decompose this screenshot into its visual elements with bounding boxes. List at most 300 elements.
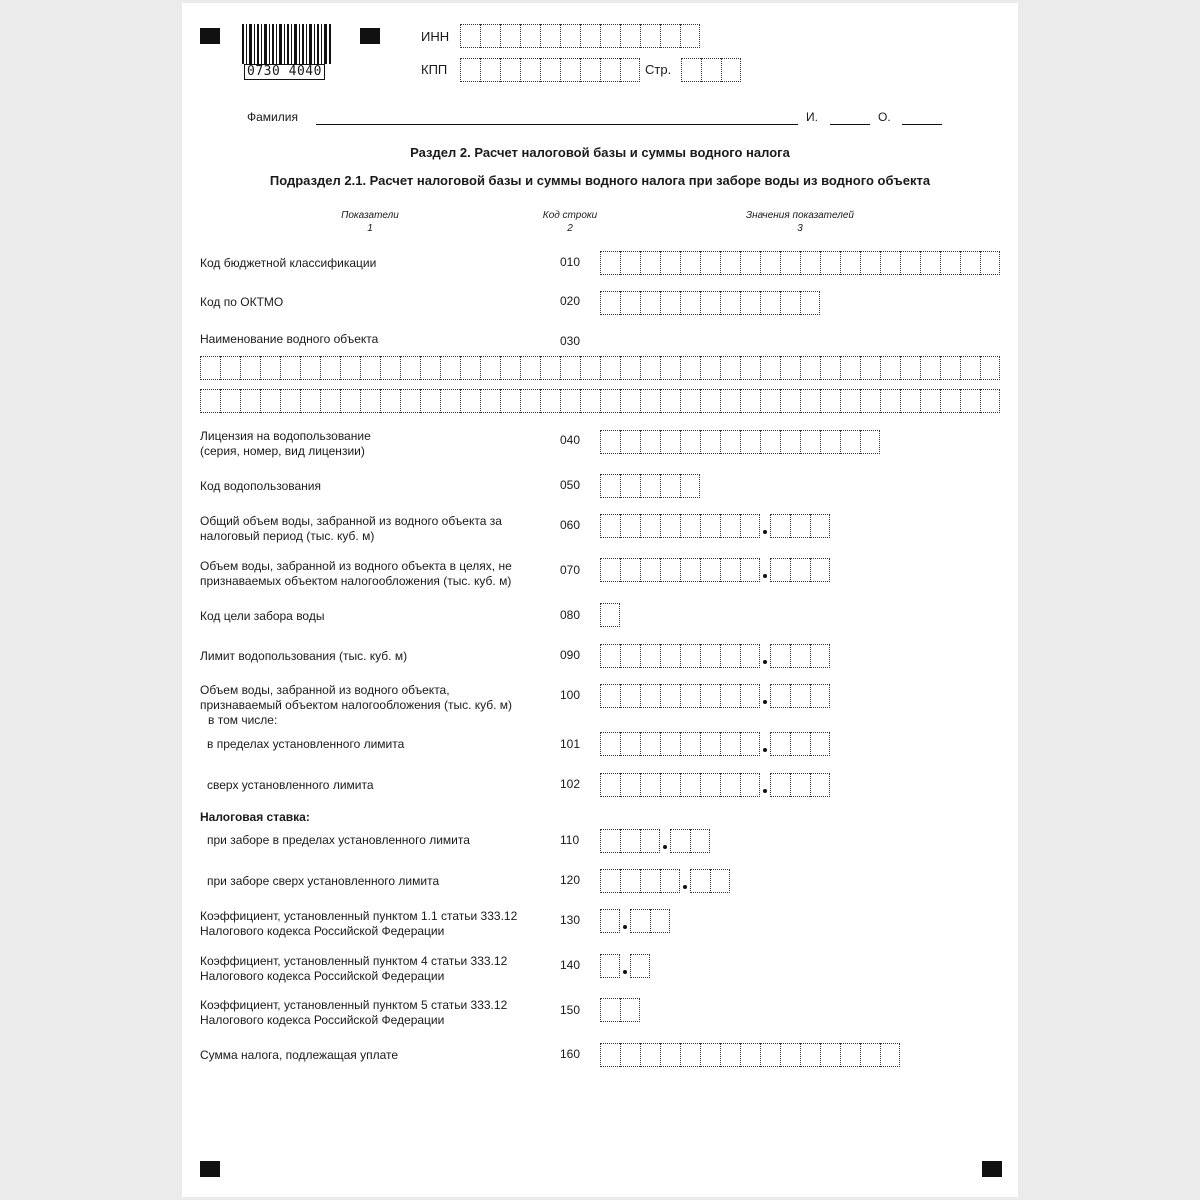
input-cell[interactable]: [600, 603, 620, 627]
input-cell[interactable]: [600, 909, 620, 933]
input-cell[interactable]: [400, 356, 420, 380]
input-cell[interactable]: [980, 251, 1000, 275]
input-cell[interactable]: [560, 389, 580, 413]
input-cell[interactable]: [600, 514, 620, 538]
input-cell[interactable]: [560, 24, 580, 48]
input-cell[interactable]: [260, 356, 280, 380]
input-cell[interactable]: [840, 389, 860, 413]
input-cell[interactable]: [460, 24, 480, 48]
input-cell[interactable]: [980, 356, 1000, 380]
input-cell[interactable]: [960, 251, 980, 275]
input-cell[interactable]: [680, 291, 700, 315]
input-cell[interactable]: [900, 356, 920, 380]
input-cell[interactable]: [400, 389, 420, 413]
input-cell[interactable]: [700, 251, 720, 275]
input-cell[interactable]: [520, 356, 540, 380]
input-cell[interactable]: [740, 1043, 760, 1067]
input-cell[interactable]: [600, 291, 620, 315]
input-cell[interactable]: [240, 356, 260, 380]
input-cell[interactable]: [640, 474, 660, 498]
input-cell[interactable]: [630, 909, 650, 933]
input-cell[interactable]: [740, 430, 760, 454]
input-cell[interactable]: [580, 356, 600, 380]
input-cell[interactable]: [760, 430, 780, 454]
input-cell[interactable]: [780, 389, 800, 413]
input-cell[interactable]: [760, 251, 780, 275]
input-cell[interactable]: [640, 829, 660, 853]
input-cell[interactable]: [920, 251, 940, 275]
input-cell[interactable]: [840, 251, 860, 275]
input-cell[interactable]: [900, 251, 920, 275]
input-cell[interactable]: [660, 732, 680, 756]
input-cell[interactable]: [640, 644, 660, 668]
row-101-field[interactable]: [600, 732, 830, 756]
input-cell[interactable]: [860, 430, 880, 454]
input-cell[interactable]: [700, 356, 720, 380]
row-150-field[interactable]: [600, 998, 640, 1022]
input-cell[interactable]: [680, 24, 700, 48]
registration-marker: [200, 28, 220, 44]
input-cell[interactable]: [790, 773, 810, 797]
input-cell[interactable]: [540, 356, 560, 380]
input-cell[interactable]: [640, 430, 660, 454]
input-cell[interactable]: [600, 1043, 620, 1067]
input-cell[interactable]: [540, 24, 560, 48]
row-120-field[interactable]: [600, 869, 730, 893]
input-cell[interactable]: [820, 1043, 840, 1067]
input-cell[interactable]: [860, 356, 880, 380]
input-cell[interactable]: [480, 389, 500, 413]
input-cell[interactable]: [620, 291, 640, 315]
input-cell[interactable]: [480, 356, 500, 380]
input-cell[interactable]: [800, 1043, 820, 1067]
input-cell[interactable]: [800, 251, 820, 275]
initial-o-field[interactable]: [902, 124, 942, 125]
input-cell[interactable]: [770, 514, 790, 538]
input-cell[interactable]: [620, 356, 640, 380]
input-cell[interactable]: [800, 430, 820, 454]
row-050-field[interactable]: [600, 474, 700, 498]
input-cell[interactable]: [660, 644, 680, 668]
input-cell[interactable]: [780, 356, 800, 380]
input-cell[interactable]: [300, 389, 320, 413]
input-cell[interactable]: [790, 558, 810, 582]
input-cell[interactable]: [200, 389, 220, 413]
input-cell[interactable]: [770, 644, 790, 668]
input-cell[interactable]: [640, 356, 660, 380]
input-cell[interactable]: [580, 24, 600, 48]
input-cell[interactable]: [880, 389, 900, 413]
input-cell[interactable]: [820, 389, 840, 413]
input-cell[interactable]: [420, 389, 440, 413]
input-cell[interactable]: [700, 514, 720, 538]
input-cell[interactable]: [920, 389, 940, 413]
input-cell[interactable]: [620, 514, 640, 538]
input-cell[interactable]: [700, 558, 720, 582]
input-cell[interactable]: [660, 474, 680, 498]
page-label: Стр.: [645, 62, 672, 77]
input-cell[interactable]: [700, 684, 720, 708]
input-cell[interactable]: [880, 356, 900, 380]
input-cell[interactable]: [340, 356, 360, 380]
input-cell[interactable]: [900, 389, 920, 413]
input-cell[interactable]: [810, 773, 830, 797]
input-cell[interactable]: [280, 389, 300, 413]
input-cell[interactable]: [480, 58, 500, 82]
row-070-field[interactable]: [600, 558, 830, 582]
page-number-field[interactable]: [681, 58, 741, 82]
input-cell[interactable]: [640, 732, 660, 756]
input-cell[interactable]: [740, 356, 760, 380]
input-cell[interactable]: [600, 474, 620, 498]
input-cell[interactable]: [360, 389, 380, 413]
decimal-point: [660, 829, 670, 853]
input-cell[interactable]: [810, 514, 830, 538]
input-cell[interactable]: [720, 514, 740, 538]
input-cell[interactable]: [500, 24, 520, 48]
input-cell[interactable]: [800, 356, 820, 380]
input-cell[interactable]: [760, 291, 780, 315]
input-cell[interactable]: [600, 829, 620, 853]
row-040-field[interactable]: [600, 430, 880, 454]
input-cell[interactable]: [790, 514, 810, 538]
row-140-field[interactable]: [600, 954, 650, 978]
input-cell[interactable]: [520, 24, 540, 48]
input-cell[interactable]: [860, 389, 880, 413]
input-cell[interactable]: [380, 356, 400, 380]
input-cell[interactable]: [660, 1043, 680, 1067]
input-cell[interactable]: [620, 1043, 640, 1067]
input-cell[interactable]: [620, 869, 640, 893]
input-cell[interactable]: [770, 684, 790, 708]
input-cell[interactable]: [790, 644, 810, 668]
input-cell[interactable]: [740, 291, 760, 315]
input-cell[interactable]: [630, 954, 650, 978]
input-cell[interactable]: [600, 24, 620, 48]
input-cell[interactable]: [720, 684, 740, 708]
input-cell[interactable]: [620, 998, 640, 1022]
input-cell[interactable]: [680, 514, 700, 538]
input-cell[interactable]: [600, 389, 620, 413]
input-cell[interactable]: [660, 291, 680, 315]
input-cell[interactable]: [680, 644, 700, 668]
input-cell[interactable]: [560, 356, 580, 380]
input-cell[interactable]: [460, 389, 480, 413]
input-cell[interactable]: [620, 24, 640, 48]
row-050-code: 050: [560, 478, 581, 492]
input-cell[interactable]: [720, 558, 740, 582]
input-cell[interactable]: [740, 773, 760, 797]
input-cell[interactable]: [240, 389, 260, 413]
input-cell[interactable]: [600, 430, 620, 454]
input-cell[interactable]: [640, 869, 660, 893]
input-cell[interactable]: [660, 24, 680, 48]
input-cell[interactable]: [700, 1043, 720, 1067]
input-cell[interactable]: [960, 389, 980, 413]
input-cell[interactable]: [600, 684, 620, 708]
input-cell[interactable]: [960, 356, 980, 380]
input-cell[interactable]: [460, 58, 480, 82]
input-cell[interactable]: [680, 474, 700, 498]
input-cell[interactable]: [840, 430, 860, 454]
input-cell[interactable]: [420, 356, 440, 380]
input-cell[interactable]: [940, 251, 960, 275]
initial-i-field[interactable]: [830, 124, 870, 125]
input-cell[interactable]: [810, 644, 830, 668]
input-cell[interactable]: [360, 356, 380, 380]
input-cell[interactable]: [720, 291, 740, 315]
input-cell[interactable]: [620, 644, 640, 668]
input-cell[interactable]: [600, 732, 620, 756]
input-cell[interactable]: [740, 644, 760, 668]
input-cell[interactable]: [690, 829, 710, 853]
input-cell[interactable]: [500, 389, 520, 413]
input-cell[interactable]: [800, 389, 820, 413]
input-cell[interactable]: [840, 356, 860, 380]
input-cell[interactable]: [620, 58, 640, 82]
input-cell[interactable]: [680, 1043, 700, 1067]
input-cell[interactable]: [640, 773, 660, 797]
input-cell[interactable]: [740, 514, 760, 538]
input-cell[interactable]: [720, 356, 740, 380]
row-010-field[interactable]: [600, 251, 1000, 275]
kpp-field[interactable]: [460, 58, 640, 82]
row-020-field[interactable]: [600, 291, 820, 315]
input-cell[interactable]: [681, 58, 701, 82]
input-cell[interactable]: [660, 251, 680, 275]
input-cell[interactable]: [260, 389, 280, 413]
input-cell[interactable]: [340, 389, 360, 413]
input-cell[interactable]: [690, 869, 710, 893]
input-cell[interactable]: [620, 773, 640, 797]
input-cell[interactable]: [460, 356, 480, 380]
input-cell[interactable]: [680, 558, 700, 582]
input-cell[interactable]: [740, 732, 760, 756]
input-cell[interactable]: [790, 732, 810, 756]
input-cell[interactable]: [440, 356, 460, 380]
input-cell[interactable]: [640, 1043, 660, 1067]
surname-label: Фамилия: [247, 110, 298, 124]
input-cell[interactable]: [780, 430, 800, 454]
input-cell[interactable]: [810, 732, 830, 756]
input-cell[interactable]: [720, 773, 740, 797]
input-cell[interactable]: [660, 430, 680, 454]
input-cell[interactable]: [660, 514, 680, 538]
input-cell[interactable]: [820, 430, 840, 454]
input-cell[interactable]: [680, 684, 700, 708]
input-cell[interactable]: [620, 430, 640, 454]
input-cell[interactable]: [820, 251, 840, 275]
row-060-label: Общий объем воды, забранной из водного объекта за налоговый период (тыс. куб. м): [200, 514, 502, 543]
row-102-label: сверх установленного лимита: [207, 778, 374, 792]
input-cell[interactable]: [620, 684, 640, 708]
row-090-field[interactable]: [600, 644, 830, 668]
input-cell[interactable]: [700, 773, 720, 797]
input-cell[interactable]: [600, 644, 620, 668]
input-cell[interactable]: [620, 829, 640, 853]
input-cell[interactable]: [640, 291, 660, 315]
input-cell[interactable]: [701, 58, 721, 82]
input-cell[interactable]: [600, 869, 620, 893]
input-cell[interactable]: [600, 773, 620, 797]
input-cell[interactable]: [720, 430, 740, 454]
input-cell[interactable]: [220, 389, 240, 413]
input-cell[interactable]: [860, 251, 880, 275]
input-cell[interactable]: [620, 251, 640, 275]
input-cell[interactable]: [500, 58, 520, 82]
row-110-field[interactable]: [600, 829, 710, 853]
input-cell[interactable]: [580, 389, 600, 413]
input-cell[interactable]: [600, 998, 620, 1022]
input-cell[interactable]: [540, 58, 560, 82]
decimal-point: [760, 558, 770, 582]
input-cell[interactable]: [500, 356, 520, 380]
input-cell[interactable]: [620, 732, 640, 756]
input-cell[interactable]: [740, 389, 760, 413]
input-cell[interactable]: [810, 684, 830, 708]
row-030-field-line-1[interactable]: [200, 356, 1000, 380]
input-cell[interactable]: [780, 251, 800, 275]
input-cell[interactable]: [790, 684, 810, 708]
row-160-field[interactable]: [600, 1043, 900, 1067]
input-cell[interactable]: [770, 558, 790, 582]
input-cell[interactable]: [520, 58, 540, 82]
input-cell[interactable]: [440, 389, 460, 413]
input-cell[interactable]: [700, 389, 720, 413]
input-cell[interactable]: [760, 389, 780, 413]
input-cell[interactable]: [220, 356, 240, 380]
input-cell[interactable]: [620, 474, 640, 498]
input-cell[interactable]: [680, 430, 700, 454]
row-080-field[interactable]: [600, 603, 620, 627]
input-cell[interactable]: [770, 732, 790, 756]
input-cell[interactable]: [680, 773, 700, 797]
row-060-field[interactable]: [600, 514, 830, 538]
row-030-field-line-2[interactable]: [200, 389, 1000, 413]
input-cell[interactable]: [600, 954, 620, 978]
input-cell[interactable]: [760, 1043, 780, 1067]
input-cell[interactable]: [740, 558, 760, 582]
row-120-label: при заборе сверх установленного лимита: [207, 874, 440, 888]
input-cell[interactable]: [820, 356, 840, 380]
decimal-point: [620, 909, 630, 933]
surname-field[interactable]: [316, 124, 798, 125]
input-cell[interactable]: [700, 732, 720, 756]
input-cell[interactable]: [740, 684, 760, 708]
input-cell[interactable]: [660, 558, 680, 582]
input-cell[interactable]: [560, 58, 580, 82]
input-cell[interactable]: [660, 684, 680, 708]
input-cell[interactable]: [380, 389, 400, 413]
input-cell[interactable]: [710, 869, 730, 893]
input-cell[interactable]: [720, 251, 740, 275]
input-cell[interactable]: [810, 558, 830, 582]
input-cell[interactable]: [650, 909, 670, 933]
input-cell[interactable]: [880, 1043, 900, 1067]
input-cell[interactable]: [640, 389, 660, 413]
input-cell[interactable]: [740, 251, 760, 275]
row-090-code: 090: [560, 648, 581, 662]
section-title: Раздел 2. Расчет налоговой базы и суммы водного налога: [410, 145, 790, 160]
input-cell[interactable]: [840, 1043, 860, 1067]
input-cell[interactable]: [600, 251, 620, 275]
row-120-code: 120: [560, 873, 581, 887]
input-cell[interactable]: [800, 291, 820, 315]
input-cell[interactable]: [320, 389, 340, 413]
input-cell[interactable]: [640, 251, 660, 275]
input-cell[interactable]: [600, 58, 620, 82]
input-cell[interactable]: [660, 773, 680, 797]
input-cell[interactable]: [700, 430, 720, 454]
subsection-title: Подраздел 2.1. Расчет налоговой базы и суммы водного налога при заборе воды из водного объекта: [269, 173, 931, 188]
input-cell[interactable]: [670, 829, 690, 853]
input-cell[interactable]: [660, 356, 680, 380]
kpp-label: КПП: [421, 62, 448, 77]
tax-rate-heading: Налоговая ставка:: [200, 810, 310, 824]
input-cell[interactable]: [640, 514, 660, 538]
input-cell[interactable]: [980, 389, 1000, 413]
input-cell[interactable]: [860, 1043, 880, 1067]
input-cell[interactable]: [880, 251, 900, 275]
inn-field[interactable]: [460, 24, 700, 48]
input-cell[interactable]: [720, 644, 740, 668]
registration-marker: [360, 28, 380, 44]
input-cell[interactable]: [620, 558, 640, 582]
input-cell[interactable]: [600, 558, 620, 582]
input-cell[interactable]: [320, 356, 340, 380]
input-cell[interactable]: [680, 251, 700, 275]
input-cell[interactable]: [540, 389, 560, 413]
input-cell[interactable]: [720, 389, 740, 413]
input-cell[interactable]: [720, 1043, 740, 1067]
input-cell[interactable]: [940, 356, 960, 380]
input-cell[interactable]: [720, 732, 740, 756]
input-cell[interactable]: [920, 356, 940, 380]
input-cell[interactable]: [660, 869, 680, 893]
input-cell[interactable]: [620, 389, 640, 413]
input-cell[interactable]: [680, 389, 700, 413]
input-cell[interactable]: [600, 356, 620, 380]
input-cell[interactable]: [780, 291, 800, 315]
input-cell[interactable]: [640, 684, 660, 708]
input-cell[interactable]: [280, 356, 300, 380]
row-130-field[interactable]: [600, 909, 670, 933]
input-cell[interactable]: [660, 389, 680, 413]
input-cell[interactable]: [721, 58, 741, 82]
input-cell[interactable]: [640, 558, 660, 582]
input-cell[interactable]: [700, 644, 720, 668]
input-cell[interactable]: [680, 732, 700, 756]
input-cell[interactable]: [580, 58, 600, 82]
input-cell[interactable]: [300, 356, 320, 380]
row-070-code: 070: [560, 563, 581, 577]
input-cell[interactable]: [480, 24, 500, 48]
input-cell[interactable]: [940, 389, 960, 413]
input-cell[interactable]: [680, 356, 700, 380]
input-cell[interactable]: [700, 291, 720, 315]
input-cell[interactable]: [780, 1043, 800, 1067]
input-cell[interactable]: [520, 389, 540, 413]
input-cell[interactable]: [760, 356, 780, 380]
input-cell[interactable]: [770, 773, 790, 797]
input-cell[interactable]: [640, 24, 660, 48]
row-160-code: 160: [560, 1047, 581, 1061]
input-cell[interactable]: [200, 356, 220, 380]
row-080-label: Код цели забора воды: [200, 609, 325, 623]
row-100-field[interactable]: [600, 684, 830, 708]
row-102-field[interactable]: [600, 773, 830, 797]
decimal-point: [760, 773, 770, 797]
